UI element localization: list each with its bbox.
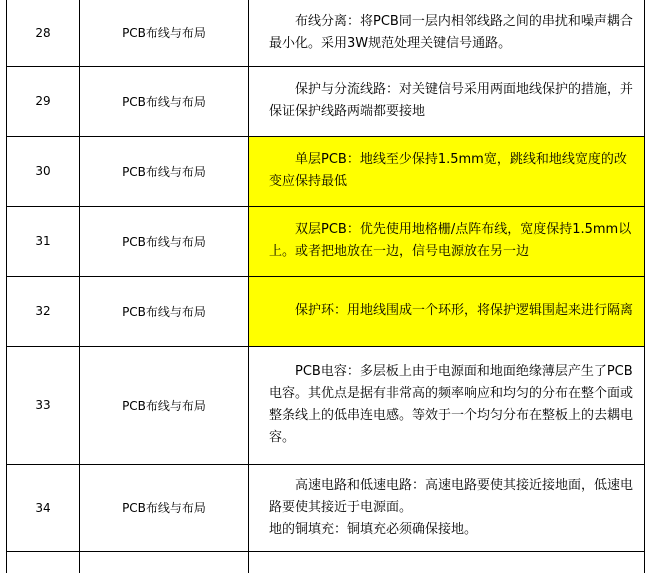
row-description-highlighted <box>249 206 645 276</box>
table-row <box>7 66 645 136</box>
row-description <box>249 464 645 551</box>
description-paragraph: 高速电路和低速电路：高速电路要使其接近接地面，低速电路要使其接近于电源面。 <box>269 477 634 515</box>
row-description <box>249 551 645 573</box>
row-number: 34 <box>7 464 80 551</box>
table-row <box>7 346 645 464</box>
row-number: 31 <box>7 206 80 276</box>
description-paragraph: 布线分离：将PCB同一层内相邻线路之间的串扰和噪声耦合最小化。采用3W规范处理关键信号通路。 <box>269 13 633 51</box>
row-number: 30 <box>7 136 80 206</box>
row-number: 32 <box>7 276 80 346</box>
description-paragraph: 保护与分流线路：对关键信号采用两面地线保护的措施，并保证保护线路两端都要接地 <box>269 82 634 119</box>
row-number: 33 <box>7 346 80 464</box>
description-paragraph: PCB电容：多层板上由于电源面和地面绝缘薄层产生了PCB电容。其优点是据有非常高的频率响应和均匀的分布在整个面或整条线上的低串连电感。等效于一个均匀分布在整板上的去耦电容。 <box>269 364 634 445</box>
row-category: PCB布线与布局 <box>80 136 249 206</box>
description-paragraph: 双层PCB：优先使用地格栅/点阵布线，宽度保持1.5mm以上。或者把地放在一边，信号电源放在另一边 <box>269 222 632 259</box>
table-row <box>7 464 645 551</box>
row-description-highlighted <box>249 276 645 346</box>
row-category <box>80 551 249 573</box>
row-description-highlighted <box>249 136 645 206</box>
row-category: PCB布线与布局 <box>80 0 249 66</box>
row-description <box>249 346 645 464</box>
pcb-rules-table <box>6 0 645 573</box>
description-paragraph: 单层PCB：地线至少保持1.5mm宽，跳线和地线宽度的改变应保持最低 <box>269 152 627 189</box>
table-row <box>7 206 645 276</box>
row-description <box>249 0 645 66</box>
table-row <box>7 0 645 66</box>
row-number: 29 <box>7 66 80 136</box>
row-number <box>7 551 80 573</box>
table-row <box>7 276 645 346</box>
description-paragraph: 地的铜填充：铜填充必须确保接地。 <box>269 521 478 537</box>
row-category: PCB布线与布局 <box>80 66 249 136</box>
row-description <box>249 66 645 136</box>
row-category: PCB布线与布局 <box>80 464 249 551</box>
row-category: PCB布线与布局 <box>80 206 249 276</box>
description-paragraph: 保护环：用地线围成一个环形，将保护逻辑围起来进行隔离 <box>295 303 634 318</box>
row-category: PCB布线与布局 <box>80 276 249 346</box>
row-category: PCB布线与布局 <box>80 346 249 464</box>
table-row-partial <box>7 551 645 573</box>
row-number: 28 <box>7 0 80 66</box>
table-row <box>7 136 645 206</box>
